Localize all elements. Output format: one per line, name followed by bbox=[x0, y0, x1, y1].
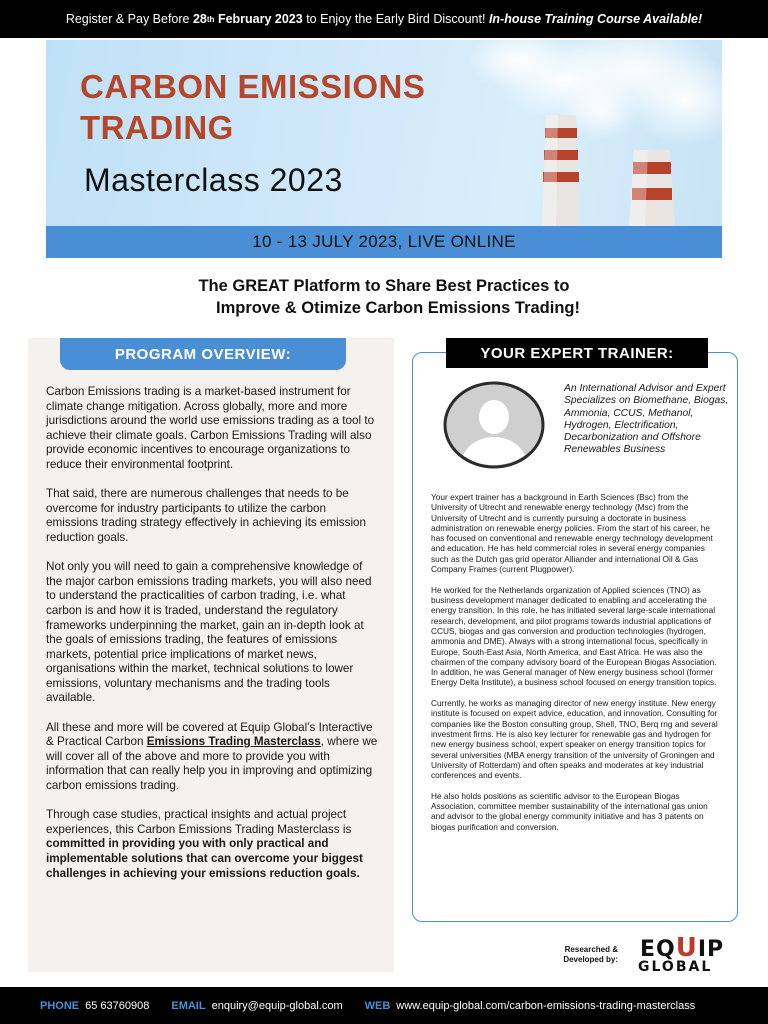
hero-banner bbox=[46, 40, 722, 226]
trainer-bio-paragraph-1: Your expert trainer has a background in Earth Sciences (Bsc) from the University of Utrecht and renewable energy technology (Msc) from the University of Utrecht and is currently pursuing a doctorate in business administration on renewable energy policies. From the start of his career, he has focused on conventional and renewable energy technology development and education. He has held commercial roles in several energy companies such as the Dutch gas grid operator Alliander and international Oil & Gas Company Frames (current Plugpower). bbox=[431, 492, 713, 575]
banner-inhouse: In-house Training Course Available! bbox=[488, 12, 703, 26]
banner-mid: to Enjoy the Early Bird Discount! bbox=[306, 12, 486, 26]
trainer-bio-paragraph-3: Currently, he works as managing director of new energy institute. New energy institute is focused on expert advice, education, and innovation. Consulting for companies like the Boston consulting group, Shell, TNO, Berq rng and several investment firms. He is also key lecturer for renewable gas and hydrogen for new energy business school, expert speaker on energy transition topics for several universities (MBA energy transition of the university of Groningen and University of Rotterdam) and often speaks and moderates at key industrial conferences and events. bbox=[431, 698, 718, 781]
event-date: 10 - 13 JULY 2023, LIVE ONLINE bbox=[252, 232, 516, 251]
banner-day: 28 bbox=[192, 12, 207, 26]
tagline-line2: Improve & Otimize Carbon Emissions Trading! bbox=[216, 299, 580, 317]
early-bird-banner bbox=[0, 0, 768, 38]
banner-day-suffix: th bbox=[206, 14, 215, 24]
contact-footer bbox=[0, 987, 768, 1024]
trainer-bio-paragraph-4: He also holds positions as scientific advisor to the European Biogas Association, committee member sustainability of the international gas union and advisor to the global energy community initiative and has 3 patents on biogas purification and conversion. bbox=[431, 790, 708, 832]
hero-title bbox=[80, 66, 425, 148]
trainer-bio bbox=[431, 492, 723, 842]
trainer-specialization: An International Advisor and Expert Specializes on Biomethane, Biogas, Ammonia, CCUS, Methanol, Hydrogen, Electrification, Decarbonization and Offshore Renewables Business bbox=[564, 383, 729, 456]
banner-prefix: Register & Pay Before bbox=[65, 12, 190, 26]
trainer-bio-paragraph-2: He worked for the Netherlands organization of Applied sciences (TNO) as business development manager dedicated to enabling and accelerating the energy transition. In this role, he has initiated several large-scale international research, development, and pilot programs towards industrial applications of CCUS, biogas and gas conversion and production technologies (hydrogen, ammonia and DME). Always with a strong international focus, specifically in Europe, South-East Asia, North America, and East Africa. He was also the chairmen of the company advisory board of the European Biogas Association. In addition, he was General manager of New energy business school (former Energy Delta Institute), a business school focused on energy transition topics. bbox=[431, 584, 717, 688]
email-link[interactable]: enquiry@equip-global.com bbox=[211, 999, 343, 1012]
program-overview-text bbox=[46, 385, 380, 896]
program-overview-heading: PROGRAM OVERVIEW: bbox=[60, 338, 346, 370]
trainer-avatar-icon bbox=[443, 381, 545, 469]
email-label: EMAIL bbox=[171, 999, 206, 1012]
event-date-bar bbox=[46, 226, 722, 258]
program-paragraph-5: Through case studies, practical insights and actual project experiences, this Carbon Emissions Trading Masterclass is committed in providing you with only practical and implementable solutions that can overcome your biggest challenges in achieving your emissions reduction goals. bbox=[46, 808, 363, 880]
masterclass-link[interactable]: Emissions Trading Masterclass bbox=[146, 735, 321, 749]
expert-trainer-heading: YOUR EXPERT TRAINER: bbox=[446, 338, 708, 368]
hero-title-line1: CARBON EMISSIONS bbox=[80, 68, 426, 105]
website-link[interactable]: www.equip-global.com/carbon-emissions-trading-masterclass bbox=[396, 999, 696, 1012]
phone-label: PHONE bbox=[40, 999, 80, 1012]
researched-by-label: Researched & Developed by: bbox=[563, 945, 618, 964]
hero-title-line2: TRADING bbox=[80, 109, 234, 146]
equip-global-logo: EQUIP GLOBAL bbox=[638, 933, 725, 975]
commitment-statement: committed in providing you with only practical and implementable solutions that can overcome your biggest challenges in achieving your emissions reduction goals. bbox=[46, 837, 363, 880]
phone-number[interactable]: 65 63760908 bbox=[85, 999, 150, 1012]
banner-date: February 2023 bbox=[217, 12, 303, 26]
program-paragraph-2: That said, there are numerous challenges that needs to be overcome for industry participants to utilize the carbon emissions trading strategy effectively in achieving its emission reduction goals. bbox=[46, 487, 367, 544]
tagline-line1: The GREAT Platform to Share Best Practices to bbox=[198, 277, 570, 295]
web-label: WEB bbox=[364, 999, 391, 1012]
program-paragraph-1: Carbon Emissions trading is a market-based instrument for climate change mitigation. Across globally, more and more jurisdictions around the world use emissions trading as a tool to achieve their climate goals. Carbon Emissions Trading will also provide economic incentives to encourage organizations to reduce their environmental footprint. bbox=[46, 385, 375, 471]
program-paragraph-3: Not only you will need to gain a comprehensive knowledge of the major carbon emissions trading markets, you will also need to understand the practicalities of carbon trading, i.e. what carbon is and how it is traded, understand the regulatory frameworks underpinning the market, gain an in-depth look at the goals of emissions trading, the features of emissions markets, potential price implications of market news, organisations within the market, technical solutions to lower emissions, voluntary mechanisms and the trading tools available. bbox=[46, 560, 372, 705]
hero-subtitle: Masterclass 2023 bbox=[84, 162, 343, 198]
program-paragraph-4: All these and more will be covered at Equip Global’s Interactive & Practical Carbon Emissions Trading Masterclass, where we will cover all of the above and more to provide you with information that can really help you in improving and optimizing carbon emissions trading. bbox=[46, 720, 378, 793]
tagline bbox=[0, 275, 768, 319]
